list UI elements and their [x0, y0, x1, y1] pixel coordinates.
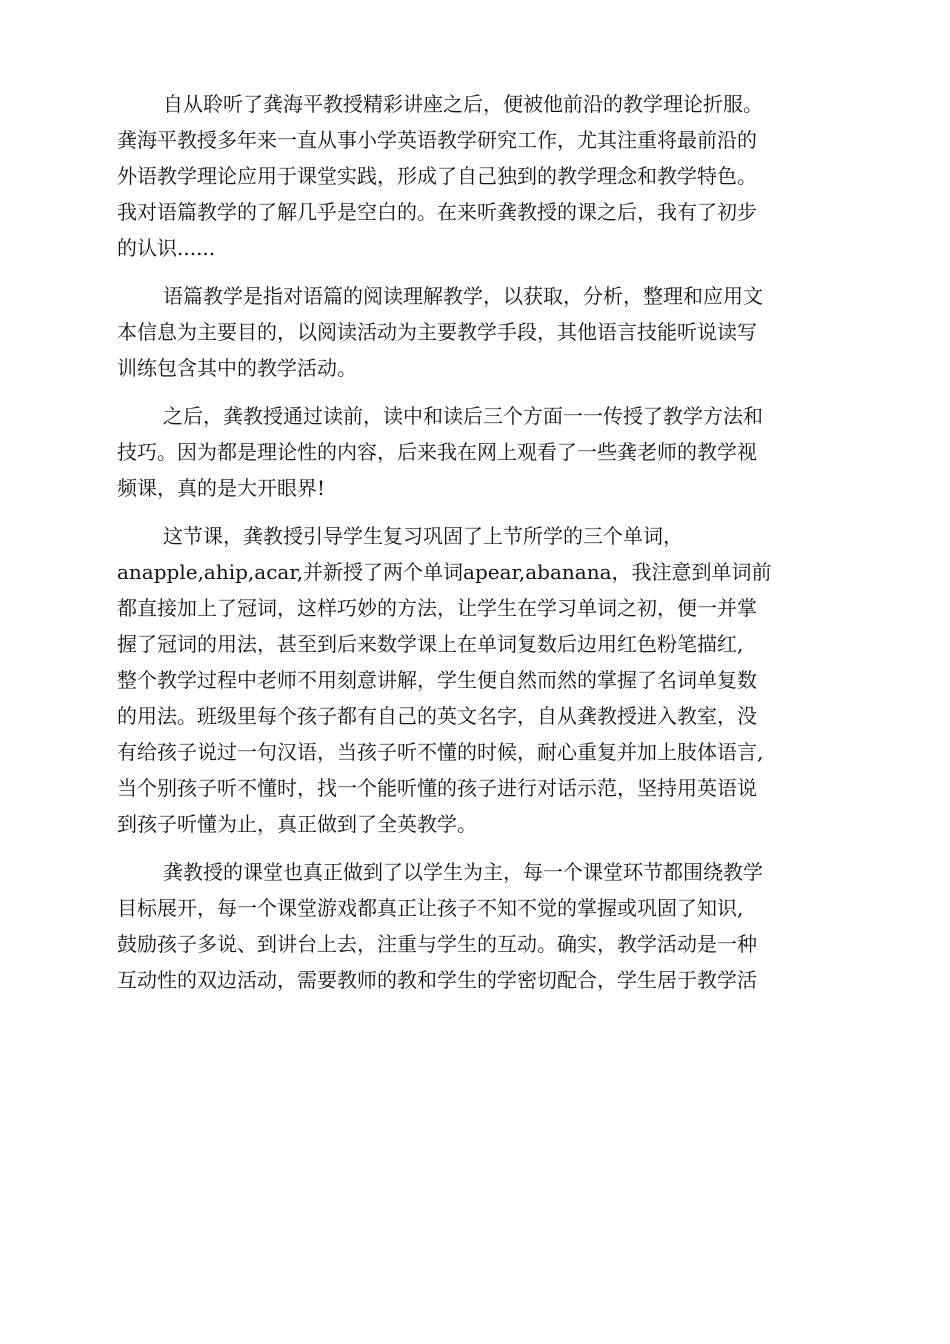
text-line: 自从聆听了龚海平教授精彩讲座之后，便被他前沿的教学理论折服。 — [163, 92, 763, 116]
text-line: 龚教授的课堂也真正做到了以学生为主，每一个课堂环节都围绕教学 — [163, 860, 763, 884]
paragraph-2 — [117, 278, 833, 386]
text-line: 频课，真的是大开眼界! — [117, 476, 326, 500]
paragraph-3 — [117, 398, 833, 506]
text-line: 技巧。因为都是理论性的内容，后来我在网上观看了一些龚老师的教学视 — [117, 440, 757, 464]
text-line: 到孩子听懂为止，真正做到了全英教学。 — [117, 812, 477, 836]
text-line: 都直接加上了冠词，这样巧妙的方法，让学生在学习单词之初，便一并掌 — [117, 596, 757, 620]
text-line: 外语教学理论应用于课堂实践，形成了自己独到的教学理念和教学特色。 — [117, 164, 757, 188]
text-line: 整个教学过程中老师不用刻意讲解，学生便自然而然的掌握了名词单复数 — [117, 668, 757, 692]
text-line: 的用法。班级里每个孩子都有自己的英文名字，自从龚教授进入教室，没 — [117, 704, 757, 728]
text-line: anapple,ahip,acar,并新授了两个单词apear,abanana，我注意到单词前 — [117, 560, 772, 584]
text-line: 本信息为主要目的，以阅读活动为主要教学手段，其他语言技能听说读写 — [117, 320, 757, 344]
text-line: 训练包含其中的教学活动。 — [117, 356, 357, 380]
paragraph-1 — [117, 86, 833, 266]
text-line: 目标展开，每一个课堂游戏都真正让孩子不知不觉的掌握或巩固了知识, — [117, 896, 744, 920]
text-line: 互动性的双边活动，需要教师的教和学生的学密切配合，学生居于教学活 — [117, 968, 757, 992]
text-line: 的认识...... — [117, 236, 216, 260]
text-line: 之后，龚教授通过读前，读中和读后三个方面一一传授了教学方法和 — [163, 404, 763, 428]
text-line: 鼓励孩子多说、到讲台上去，注重与学生的互动。确实，教学活动是一种 — [117, 932, 757, 956]
text-line: 语篇教学是指对语篇的阅读理解教学，以获取，分析，整理和应用文 — [163, 284, 763, 308]
text-line: 握了冠词的用法，甚至到后来数学课上在单词复数后边用红色粉笔描红, — [117, 632, 744, 656]
text-line: 我对语篇教学的了解几乎是空白的。在来听龚教授的课之后，我有了初步 — [117, 200, 757, 224]
text-line: 当个别孩子听不懂时，找一个能听懂的孩子进行对话示范，坚持用英语说 — [117, 776, 757, 800]
text-line: 有给孩子说过一句汉语，当孩子听不懂的时候，耐心重复并加上肢体语言, — [117, 740, 764, 764]
text-line: 这节课，龚教授引导学生复习巩固了上节所学的三个单词， — [163, 524, 683, 548]
document-body — [117, 86, 833, 1010]
text-line: 龚海平教授多年来一直从事小学英语教学研究工作，尤其注重将最前沿的 — [117, 128, 757, 152]
paragraph-4 — [117, 518, 833, 842]
paragraph-5 — [117, 854, 833, 998]
